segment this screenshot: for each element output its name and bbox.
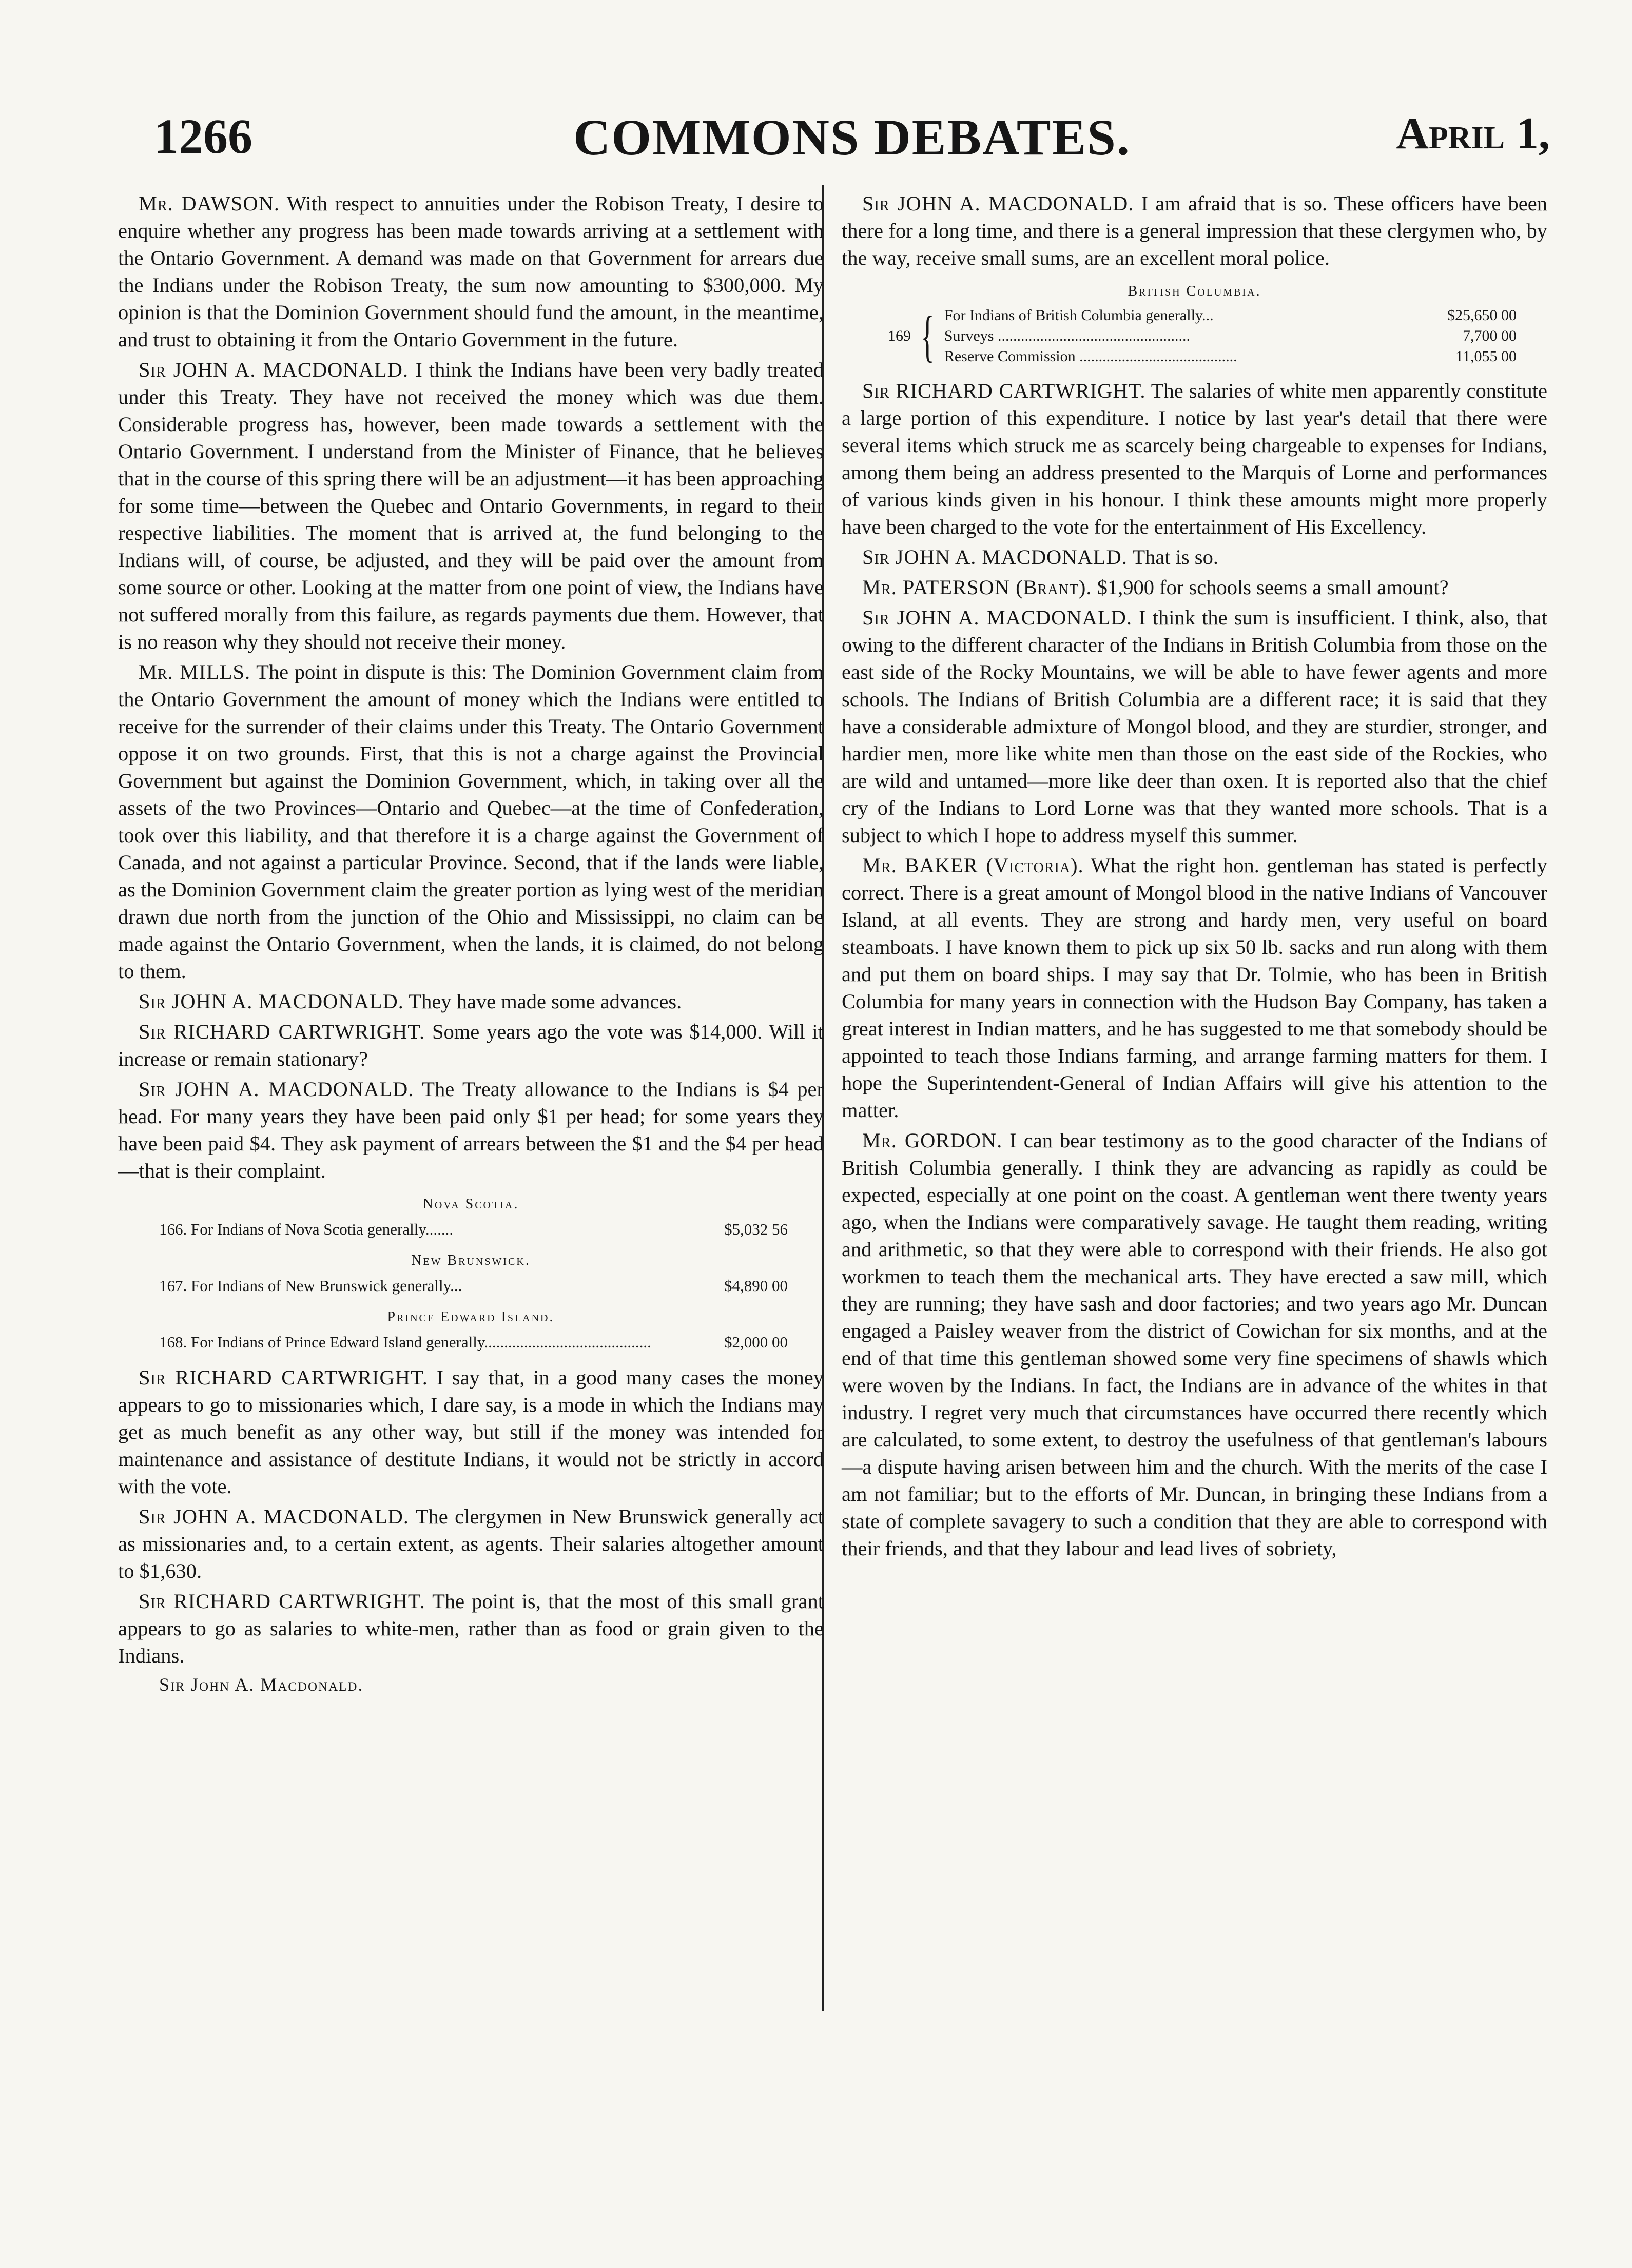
page-number: 1266 (154, 109, 252, 164)
speech-text: They have made some advances. (409, 990, 682, 1013)
item-amount: $2,000 00 (724, 1333, 788, 1351)
speaker: Sir RICHARD CARTWRIGHT. (139, 1590, 425, 1613)
estimate-item (944, 305, 1517, 326)
running-title: COMMONS DEBATES. (573, 109, 1131, 166)
speech-text: Some years ago the vote was $14,000. Will it increase or remain stationary? (118, 1020, 824, 1070)
speech-macdonald (842, 604, 1547, 849)
right-column (842, 190, 1547, 1565)
speech-text: What the right hon. gentleman has stated is perfectly correct. There is a great amount of Mongol blood in the native Indians of Vancouver Island, at all events. They are strong and hardy men, very useful on board steamboats. I have known them to pick up six 50 lb. sacks and run along with them and put them on board ships. I may say that Dr. Tolmie, who has been in British Columbia for many years in connection with the Hudson Bay Company, has taken a great interest in Indian matters, and he has suggested to me that somebody should be appointed to teach those Indians farming, and arrange farming matters for them. I hope the Superintendent-General of Indian Affairs will give his attention to the matter. (842, 854, 1547, 1122)
speech-macdonald (842, 543, 1547, 571)
item-label: Reserve Commission ......................................... (944, 348, 1237, 365)
speech-macdonald (118, 1076, 824, 1184)
speaker: Mr. GORDON. (862, 1129, 1003, 1152)
speech-macdonald (842, 190, 1547, 271)
speaker: Sir JOHN A. MACDONALD. (139, 1505, 409, 1528)
speaker: Sir JOHN A. MACDONALD. (862, 606, 1132, 629)
speaker: Mr. BAKER (Victoria). (862, 854, 1084, 877)
speech-text: The point in dispute is this: The Dominion Government claim from the Ontario Government the amount of money which the Indians were entitled to receive for the surrender of their claims under this Treaty. The Ontario Government oppose it on two grounds. First, that this is not a charge against the Provincial Government but against the Dominion Government, which, in taking over all the assets of the two Provinces—Ontario and Quebec—at the time of Confederation, took over this liability, and that therefore it is a charge against the Government of Canada, and not against a particular Province. Second, that if the lands were liable, as the Dominion Government claim the greater portion as lying west of the meridian drawn due north from the junction of the Ohio and Mississippi, no claim can be made against the Ontario Government, when the lands, it is claimed, do not belong to them. (118, 660, 824, 983)
speaker: Sir JOHN A. MACDONALD. (139, 1078, 414, 1101)
item-amount: 11,055 00 (1455, 348, 1517, 365)
speech-text: That is so. (1132, 545, 1218, 569)
brace-icon: { (921, 305, 935, 367)
section-heading-british-columbia: British Columbia. (1128, 283, 1261, 299)
speech-text: I think the Indians have been very badly treated under this Treaty. They have not received the money which was due them. Considerable progress has, however, been made towards a settlement with the Ontario Government. I understand from the Minister of Finance, that he believes that in the course of this spring there will be an adjustment—it has been approaching for some time—between the Quebec and Ontario Governments, in regard to their respective liabilities. The moment that is arrived at, the fund belonging to the Indians will, of course, be adjusted, and they will be paid over the amount from some source or other. Looking at the matter from one point of view, the Indians have not suffered morally from this failure, as regards payments due them. However, that is no reason why they should not receive their money. (118, 358, 824, 653)
speaker: Mr. PATERSON (Brant). (862, 576, 1092, 599)
speech-gordon (842, 1127, 1547, 1562)
section-heading-nova-scotia: Nova Scotia. (422, 1196, 519, 1212)
speaker: Sir JOHN A. MACDONALD. (139, 990, 404, 1013)
speech-text: The clergymen in New Brunswick generally act as missionaries and, to a certain extent, as agents. Their salaries altogether amount to $1,630. (118, 1505, 824, 1582)
speaker: Sir JOHN A. MACDONALD. (862, 192, 1134, 215)
page-date: April 1, (1396, 109, 1550, 159)
speech-mills (118, 658, 824, 985)
estimate-item (118, 1275, 824, 1297)
speech-text: The Treaty allowance to the Indians is $4 per head. For many years they have been paid only $1 per head; for some years they have been paid $4. They ask payment of arrears between the $1 and the $4 per head—that is their complaint. (118, 1078, 824, 1182)
item-amount: $25,650 00 (1447, 307, 1517, 324)
item-label: Surveys .................................................. (944, 327, 1190, 344)
speech-macdonald (118, 356, 824, 655)
item-label: For Indians of British Columbia generally... (944, 307, 1214, 324)
speaker: Sir RICHARD CARTWRIGHT. (139, 1366, 428, 1389)
speech-baker (842, 852, 1547, 1124)
speech-text: I think the sum is insufficient. I think, also, that owing to the different character of the Indians in British Columbia from those on the east side of the Rocky Mountains, we will be able to have fewer agents and more schools. The Indians of British Columbia are a different race; it is said that they have a considerable admixture of Mongol blood, and they are sturdier, stronger, and hardier men, more like white men than those on the east side of the Rockies, who are wild and untamed—more like deer than oxen. It is reported also that the chief cry of the Indians to Lord Lorne was that they wanted more schools. That is a subject to which I hope to address myself this summer. (842, 606, 1548, 847)
item-label: 168. For Indians of Prince Edward Island generally.......................................... (159, 1333, 651, 1351)
speaker: Mr. DAWSON. (139, 192, 280, 215)
estimate-group (888, 305, 1547, 367)
speech-text: I can bear testimony as to the good character of the Indians of British Columbia generally. I think they are advancing as rapidly as could be expected, especially at one point on the coast. A gentleman went there twenty years ago, when the Indians were comparatively savage. He taught them reading, writing and arithmetic, so that they were able to correspond with their friends. He also got workmen to teach them the mechanical arts. They have erected a saw mill, which they are running; they have sash and door factories; and two years ago Mr. Duncan engaged a Paisley weaver from the district of Cowichan for six months, and at the end of that time this gentleman showed some very fine specimens of shawls which were woven by the Indians. In fact, the Indians are in advance of the whites in that industry. I regret very much that circumstances have occurred there recently which are calculated, to some extent, to destroy the usefulness of that gentleman's labours—a dispute having arisen between him and the church. With the merits of the case I am not familiar; but to the efforts of Mr. Duncan, in bringing these Indians from a state of complete savagery to such a condition that they are able to correspond with their friends, and that they labour and lead lives of sobriety, (842, 1129, 1547, 1560)
speech-text: $1,900 for schools seems a small amount? (1097, 576, 1449, 599)
speech-macdonald (118, 988, 824, 1015)
item-label: 167. For Indians of New Brunswick generally... (159, 1277, 462, 1295)
speech-text: I am afraid that is so. These officers have been there for a long time, and there is a general impression that these clergymen who, by the way, receive small sums, are an excellent moral police. (842, 192, 1548, 269)
left-column (118, 190, 824, 1697)
estimate-item (118, 1218, 824, 1241)
section-heading-pei: Prince Edward Island. (387, 1309, 555, 1325)
item-amount: $5,032 56 (724, 1220, 788, 1238)
page-header (154, 108, 1550, 164)
item-number: 169 (888, 327, 911, 344)
speech-text: The point is, that the most of this small grant appears to go as salaries to white-men, rather than as food or grain given to the Indians. (118, 1590, 824, 1667)
speech-text: The salaries of white men apparently constitute a large portion of this expenditure. I notice by last year's detail that there were several items which struck me as scarcely being chargeable to expenses for Indians, among them being an address presented to the Marquis of Lorne and performances of various kinds given in his honour. I think these amounts might more properly have been charged to the vote for the entertainment of His Excellency. (842, 379, 1547, 538)
estimate-lines (944, 305, 1547, 367)
estimate-item (944, 346, 1517, 367)
speaker: Sir RICHARD CARTWRIGHT. (862, 379, 1146, 402)
speech-cartwright (842, 377, 1547, 540)
section-heading-new-brunswick: New Brunswick. (411, 1253, 531, 1268)
speech-macdonald (118, 1503, 824, 1585)
speech-cartwright (118, 1364, 824, 1500)
item-amount: 7,700 00 (1463, 327, 1517, 344)
estimate-item (944, 326, 1517, 346)
speech-paterson (842, 574, 1547, 601)
speech-text: With respect to annuities under the Robison Treaty, I desire to enquire whether any progress has been made towards arriving at a settlement with the Ontario Government. A demand was made on that Government for arrears due the Indians under the Robison Treaty, the sum now amounting to $300,000. My opinion is that the Dominion Government should fund the amount, in the meantime, and trust to obtaining it from the Ontario Government in the future. (118, 192, 824, 351)
speech-text: I say that, in a good many cases the money appears to go to missionaries which, I dare say, is a mode in which the Indians may get as much benefit as any other way, but still if the money was intended for maintenance and assistance of destitute Indians, it would not be strictly in accord with the vote. (118, 1366, 824, 1498)
item-label: 166. For Indians of Nova Scotia generally....... (159, 1220, 454, 1238)
speech-dawson (118, 190, 824, 353)
speaker: Sir RICHARD CARTWRIGHT. (139, 1020, 425, 1043)
continued-speaker: Sir John A. Macdonald. (159, 1674, 364, 1695)
speech-cartwright (118, 1018, 824, 1072)
item-amount: $4,890 00 (724, 1277, 788, 1295)
estimate-item (118, 1331, 824, 1354)
speaker: Sir JOHN A. MACDONALD. (862, 545, 1128, 569)
speech-cartwright (118, 1588, 824, 1669)
speaker: Sir JOHN A. MACDONALD. (139, 358, 409, 381)
speaker: Mr. MILLS. (139, 660, 251, 683)
